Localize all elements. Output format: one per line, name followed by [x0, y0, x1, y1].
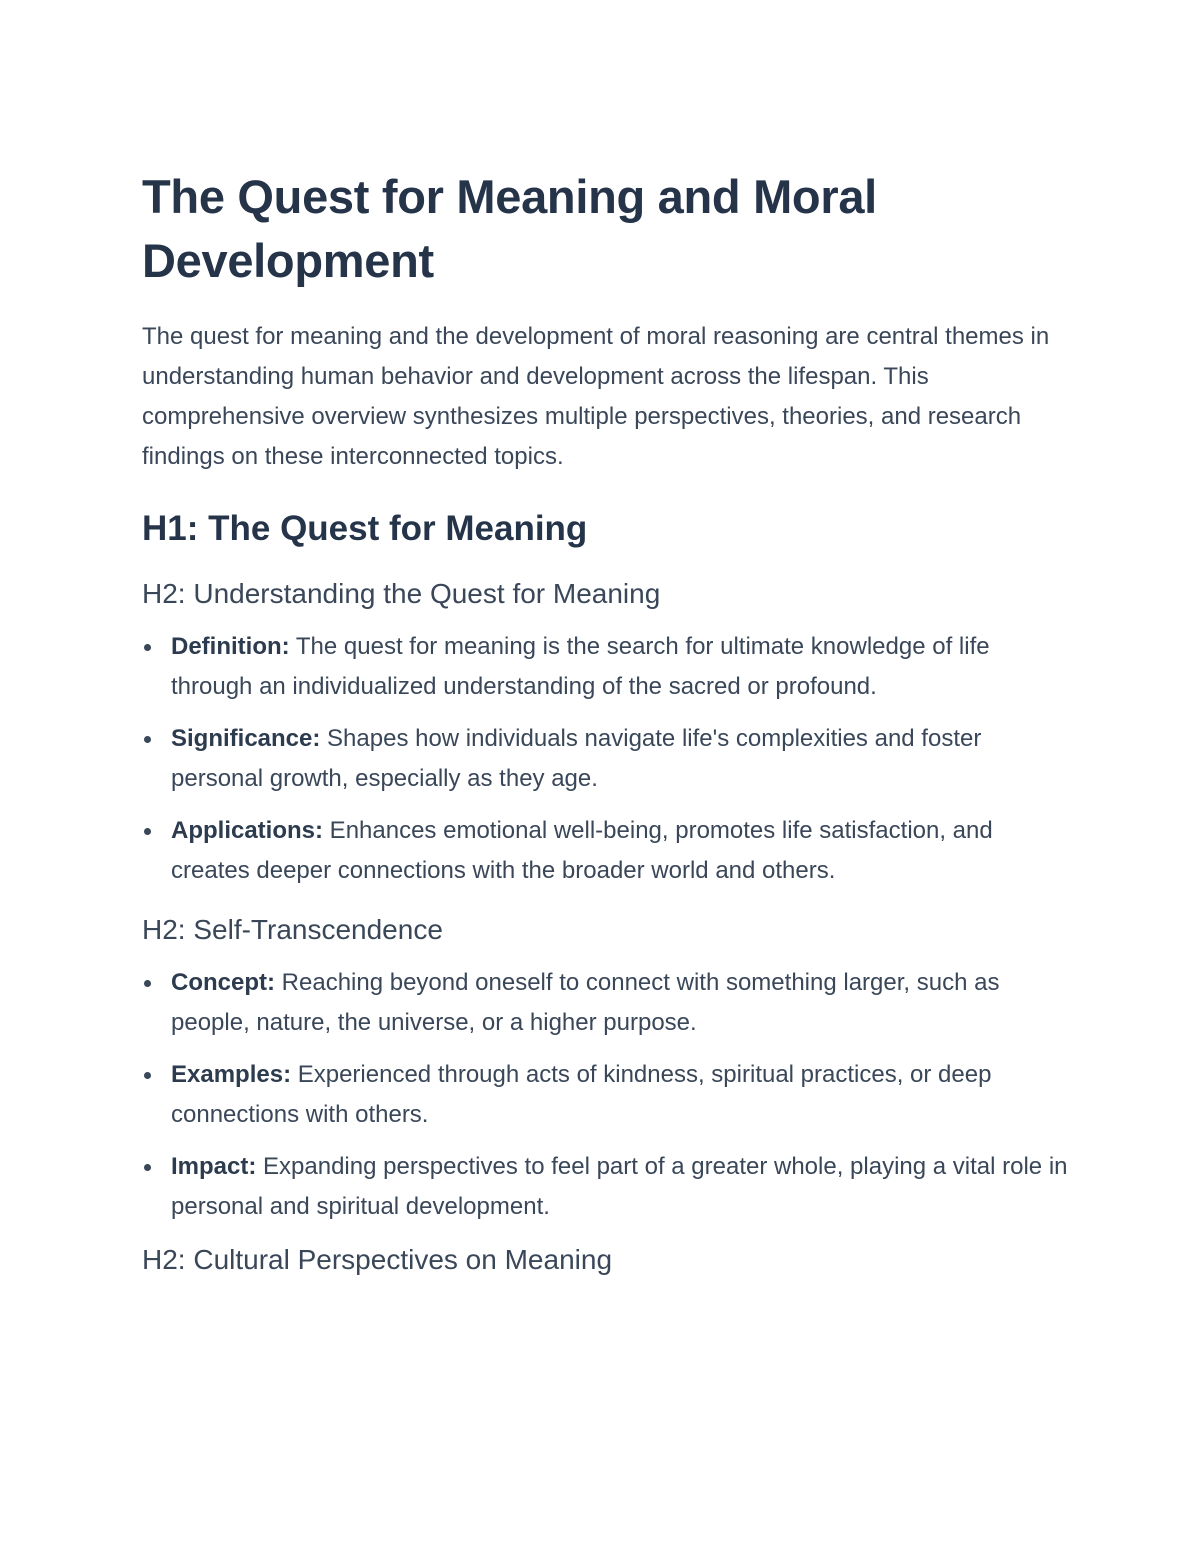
bullet-dot-icon: [144, 980, 151, 987]
bullet-text: The quest for meaning is the search for ultimate knowledge of life through an individualized understanding of the sacred or profound.: [171, 633, 990, 700]
self-transcendence-bullet-list: [142, 963, 1070, 1227]
subheading-understanding-quest: H2: Understanding the Quest for Meaning: [142, 578, 661, 609]
bullet-text: Enhances emotional well-being, promotes life satisfaction, and creates deeper connections with the broader world and others.: [171, 817, 993, 884]
document-title: The Quest for Meaning and Moral Development: [142, 170, 877, 287]
intro-paragraph: The quest for meaning and the development of moral reasoning are central themes in understanding human behavior and development across the lifespan. This comprehensive overview synthesizes multiple perspectives, theories, and research findings on these interconnected topics.: [142, 323, 1050, 470]
bullet-dot-icon: [144, 1164, 151, 1171]
bullet-text: Shapes how individuals navigate life's complexities and foster personal growth, especially as they age.: [171, 725, 982, 792]
bullet-item-impact: [142, 1147, 1070, 1227]
bullet-text: Expanding perspectives to feel part of a greater whole, playing a vital role in personal and spiritual development.: [171, 1153, 1068, 1220]
bullet-term: Significance:: [171, 725, 321, 752]
bullet-item-examples: [142, 1055, 1070, 1135]
bullet-term: Applications:: [171, 817, 324, 844]
bullet-text: Reaching beyond oneself to connect with something larger, such as people, nature, the universe, or a higher purpose.: [171, 969, 1000, 1036]
bullet-term: Examples:: [171, 1061, 292, 1088]
bullet-item-definition: [142, 627, 1070, 707]
bullet-dot-icon: [144, 644, 151, 651]
bullet-dot-icon: [144, 828, 151, 835]
bullet-dot-icon: [144, 736, 151, 743]
bullet-item-concept: [142, 963, 1070, 1043]
bullet-term: Impact:: [171, 1153, 257, 1180]
bullet-item-significance: [142, 719, 1070, 799]
section-heading-quest-for-meaning: H1: The Quest for Meaning: [142, 509, 588, 548]
bullet-term: Definition:: [171, 633, 290, 660]
subheading-cultural-perspectives: H2: Cultural Perspectives on Meaning: [142, 1244, 613, 1275]
bullet-term: Concept:: [171, 969, 275, 996]
bullet-dot-icon: [144, 1072, 151, 1079]
understanding-bullet-list: [142, 627, 1070, 891]
subheading-self-transcendence: H2: Self-Transcendence: [142, 914, 443, 945]
bullet-item-applications: [142, 811, 1070, 891]
bullet-text: Experienced through acts of kindness, spiritual practices, or deep connections with others.: [171, 1061, 992, 1128]
